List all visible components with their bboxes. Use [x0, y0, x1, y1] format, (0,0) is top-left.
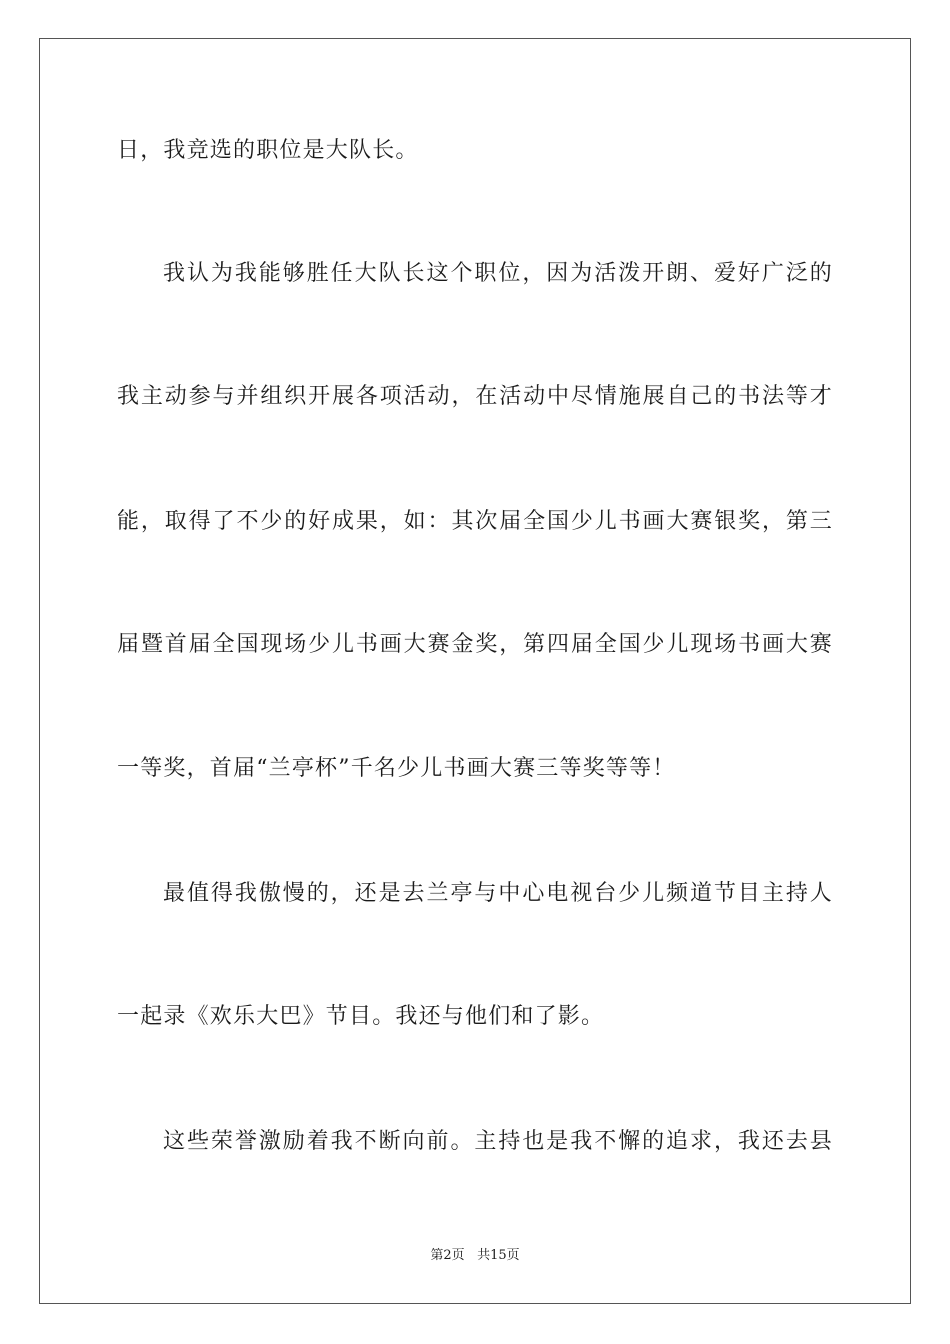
page-total: 共15页 [477, 1248, 520, 1263]
page-footer [0, 1247, 950, 1265]
text-line-2: 我认为我能够胜任大队长这个职位，因为活泼开朗、爱好广泛的 [163, 261, 833, 286]
text-line-9: 这些荣誉激励着我不断向前。主持也是我不懈的追求，我还去县 [163, 1129, 833, 1154]
text-line-1: 日，我竞选的职位是大队长。 [117, 138, 419, 163]
text-line-5: 届暨首届全国现场少儿书画大赛金奖，第四届全国少儿现场书画大赛 [117, 632, 833, 657]
text-line-6: 一等奖，首届“兰亭杯”千名少儿书画大赛三等奖等等！ [117, 756, 676, 781]
text-line-3: 我主动参与并组织开展各项活动，在活动中尽情施展自己的书法等才 [117, 384, 833, 409]
page-number: 第2页 [430, 1248, 465, 1263]
text-line-8: 一起录《欢乐大巴》节目。我还与他们和了影。 [117, 1004, 605, 1029]
text-line-4: 能，取得了不少的好成果，如：其次届全国少儿书画大赛银奖，第三 [117, 509, 833, 534]
text-line-7: 最值得我傲慢的，还是去兰亭与中心电视台少儿频道节目主持人 [163, 881, 833, 906]
page-border [39, 38, 911, 1304]
